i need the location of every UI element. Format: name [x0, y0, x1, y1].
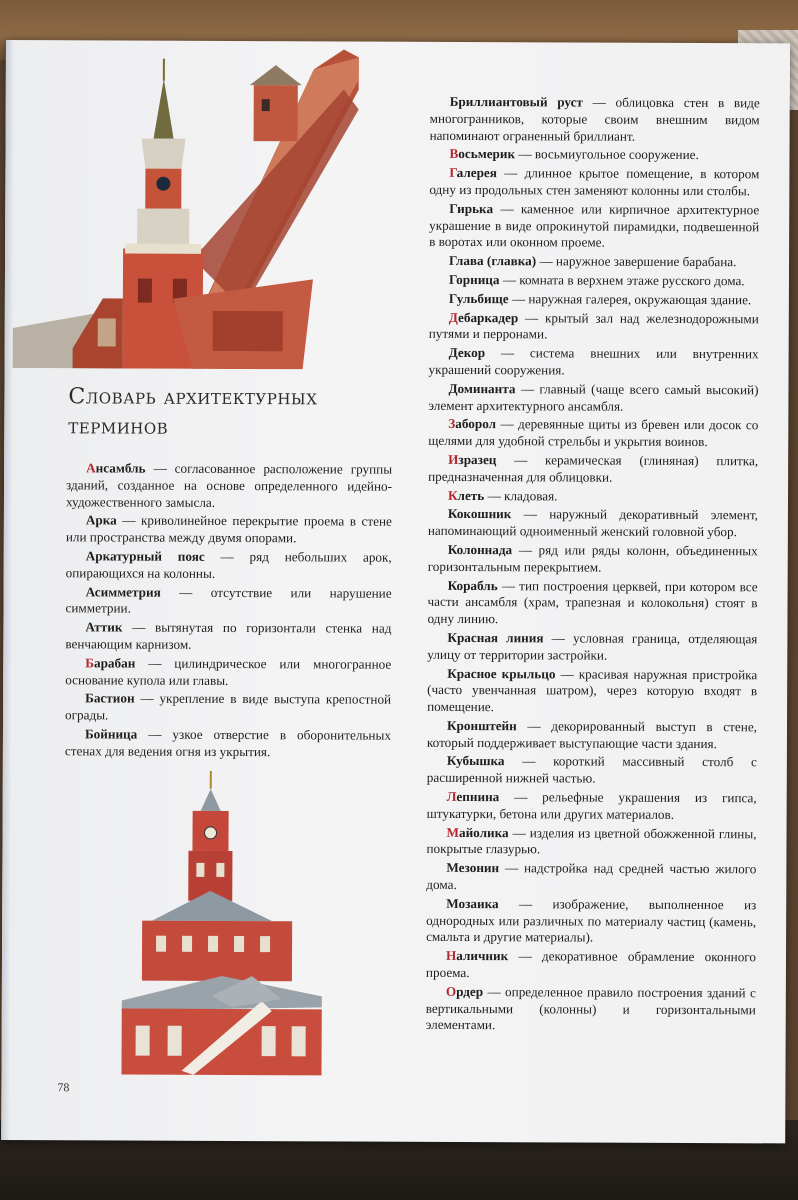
- page-number: 78: [57, 1080, 70, 1095]
- term-text: аборол: [455, 416, 497, 432]
- glossary-term: [86, 513, 117, 528]
- glossary-entry: [426, 948, 756, 983]
- term-text: Аркатурный пояс: [85, 548, 205, 564]
- glossary-entry: [428, 487, 758, 505]
- term-initial-letter: З: [448, 416, 456, 432]
- term-text: Гирька: [449, 200, 494, 216]
- term-text: Мозаика: [446, 895, 499, 912]
- term-text: Глава (главка): [449, 253, 537, 269]
- glossary-entry: [428, 416, 758, 451]
- glossary-term: [446, 896, 498, 911]
- glossary-term: [449, 146, 515, 161]
- glossary-term: [449, 291, 509, 306]
- glossary-term: [447, 789, 500, 804]
- glossary-definition: — тип построения церквей, при котором все части ансамбля (храм, трапезная и колокольня) стоят в одну линию.: [427, 577, 758, 627]
- glossary-term: [447, 665, 555, 680]
- term-text: Асимметрия: [85, 583, 161, 600]
- glossary-term: [447, 753, 505, 768]
- glossary-entry: [65, 619, 391, 654]
- glossary-entry: [429, 291, 759, 309]
- term-text: Красная линия: [447, 629, 544, 646]
- term-text: Мезонин: [446, 860, 500, 876]
- glossary-entry: [430, 94, 760, 146]
- term-text: аличник: [456, 948, 509, 964]
- spasskaya-tower-illustration: [13, 48, 359, 370]
- glossary-term: [448, 542, 512, 557]
- glossary-term: [85, 620, 122, 635]
- glossary-entry: [65, 655, 391, 690]
- glossary-term: [85, 726, 137, 741]
- glossary-definition: — наружный декоративный элемент, напоминающий одноименный женский головной убор.: [427, 506, 758, 540]
- glossary-term: [86, 460, 145, 475]
- glossary-definition: — изображение, выполненное из однородных или различных по материалу частиц (камень, смальта и другие материалы).: [426, 896, 757, 946]
- glossary-definition: — керамическая (глиняная) плитка, предназначенная для облицовки.: [428, 452, 759, 485]
- term-initial-letter: Г: [449, 165, 457, 181]
- glossary-term: [449, 272, 500, 287]
- glossary-entry: [65, 726, 391, 761]
- term-text: алерея: [456, 165, 497, 181]
- glossary-term: [446, 984, 483, 999]
- glossary-entry: [426, 860, 756, 895]
- glossary-entry: [426, 896, 756, 948]
- glossary-term: [449, 345, 486, 360]
- glossary-definition: — главный (чаще всего самый высокий) элемент архитектурного ансамбля.: [428, 380, 759, 414]
- glossary-term: [85, 655, 135, 670]
- term-text: Бастион: [85, 690, 135, 706]
- book-page: [1, 40, 790, 1143]
- glossary-term: [448, 487, 484, 502]
- glossary-definition: — комната в верхнем этаже русского дома.: [499, 272, 745, 289]
- term-initial-letter: О: [445, 983, 457, 999]
- glossary-definition: — отсутствие или нарушение симметрии.: [65, 584, 392, 616]
- term-text: Колоннада: [447, 541, 513, 558]
- glossary-term: [446, 860, 499, 875]
- term-text: айолика: [458, 824, 509, 840]
- glossary-entry: [66, 460, 392, 512]
- glossary-definition: — узкое отверстие в оборонительных стенах для ведения огня из укрытия.: [64, 726, 392, 759]
- glossary-entry: [426, 984, 756, 1036]
- glossary-term: [448, 452, 496, 467]
- term-text: арабан: [93, 655, 136, 671]
- glossary-definition: — наружная галерея, окружающая здание.: [508, 290, 752, 308]
- glossary-entry: [428, 452, 758, 487]
- glossary-entry: [429, 146, 759, 164]
- term-text: Горница: [448, 271, 500, 288]
- term-text: нсамбль: [95, 460, 146, 476]
- glossary-term: [448, 416, 496, 431]
- term-text: зразец: [458, 451, 497, 468]
- term-text: Красное крыльцо: [447, 665, 556, 681]
- glossary-definition: — вытянутая по горизонтали стенка над венчающим карнизом.: [65, 619, 392, 652]
- glossary-entry: [427, 718, 757, 753]
- glossary-definition: — декорированный выступ в стене, который поддерживает выступающие части здания.: [426, 718, 758, 751]
- glossary-definition: — определенное правило построения зданий с вертикальными (колонны) и горизонтальными элементами.: [425, 983, 756, 1033]
- glossary-definition: — крытый зал над железнодорожными путями и перронами.: [428, 309, 759, 342]
- glossary-entry: [66, 513, 392, 548]
- glossary-term: [448, 577, 498, 592]
- glossary-definition: — цилиндрическое или многогранное основание купола или главы.: [65, 655, 392, 688]
- glossary-definition: — длинное крытое помещение, в котором одну из продольных стен заменяют колонны или столбы.: [429, 165, 760, 199]
- glossary-definition: — каменное или кирпичное архитектурное украшение в виде опрокинутой пирамидки, подвешенной в воротах или оконном проеме.: [429, 200, 760, 250]
- glossary-entry: [429, 253, 759, 271]
- glossary-entry: [429, 345, 759, 380]
- glossary-entry: [429, 165, 759, 200]
- term-initial-letter: М: [446, 824, 460, 840]
- term-text: леть: [457, 487, 485, 503]
- glossary-entry: [427, 577, 757, 629]
- glossary-term: [86, 548, 205, 564]
- term-text: Кронштейн: [446, 717, 517, 734]
- term-initial-letter: Л: [446, 789, 457, 805]
- glossary-definition: — система внешних или внутренних украшений сооружения.: [428, 345, 759, 378]
- glossary-entry: [65, 584, 391, 619]
- glossary-column-left: [65, 460, 392, 763]
- glossary-term: [449, 201, 493, 216]
- glossary-entry: [427, 630, 757, 665]
- glossary-definition: — ряд небольших арок, опирающихся на колонны.: [65, 548, 392, 581]
- term-text: Декор: [448, 345, 486, 361]
- glossary-entry: [428, 542, 758, 577]
- term-text: осьмерик: [458, 146, 516, 162]
- term-text: Кокошник: [447, 506, 512, 522]
- glossary-definition: — наружное завершение барабана.: [536, 253, 737, 270]
- term-text: Аттик: [85, 619, 123, 635]
- glossary-definition: — надстройка над средней частью жилого дома.: [426, 860, 757, 893]
- glossary-definition: — восьмиугольное сооружение.: [515, 146, 699, 163]
- term-text: Корабль: [447, 577, 498, 593]
- glossary-entry: [429, 309, 759, 344]
- page-binding-edge: [1, 40, 14, 1140]
- glossary-definition: — рельефные украшения из гипса, штукатурки, бетона или других материалов.: [426, 789, 757, 822]
- glossary-definition: — согласованное расположение группы зданий, созданное на основе определенного идейно-художественного замысла.: [65, 460, 393, 510]
- term-text: Гульбище: [448, 290, 509, 306]
- glossary-entry: [428, 381, 758, 416]
- term-initial-letter: Б: [85, 655, 95, 671]
- term-text: Кубышка: [446, 753, 505, 769]
- glossary-entry: [429, 272, 759, 290]
- glossary-term: [447, 718, 517, 733]
- term-text: Бриллиантовый руст: [449, 93, 583, 110]
- glossary-definition: — облицовка стен в виде многогранников, которые своим внешним видом напоминают ограненный бриллиант.: [429, 94, 760, 144]
- term-text: рдер: [456, 983, 484, 999]
- page-title: Словарь архитектурных терминов: [68, 384, 318, 440]
- glossary-term: [446, 948, 508, 963]
- glossary-definition: — декоративное обрамление оконного проема.: [425, 948, 757, 981]
- term-text: епнина: [456, 789, 500, 805]
- term-initial-letter: В: [449, 146, 459, 162]
- term-initial-letter: К: [447, 487, 458, 503]
- term-initial-letter: И: [448, 451, 459, 467]
- glossary-entry: [65, 691, 391, 726]
- glossary-definition: — условная граница, отделяющая улицу от территории застройки.: [427, 630, 758, 663]
- term-initial-letter: Д: [448, 309, 459, 325]
- glossary-term: [449, 253, 536, 268]
- glossary-definition: — криволинейное перекрытие проема в стене или пространства между двумя опорами.: [65, 512, 392, 546]
- glossary-term: [86, 584, 161, 599]
- glossary-definition: — короткий массивный столб с расширенной нижней частью.: [426, 753, 757, 786]
- term-text: Доминанта: [448, 380, 516, 396]
- glossary-definition: — кладовая.: [484, 487, 558, 503]
- glossary-term: [449, 309, 519, 324]
- glossary-definition: — деревянные щиты из бревен или досок со щелями для удобной стрельбы и укрытия воинов.: [428, 416, 759, 450]
- term-initial-letter: Н: [445, 948, 457, 964]
- glossary-entry: [428, 506, 758, 541]
- church-illustration: [111, 770, 332, 1081]
- term-text: ебаркадер: [457, 309, 519, 325]
- glossary-term: [450, 94, 583, 110]
- glossary-definition: — красивая наружная пристройка (часто увенчанная шатром), через которую входят в помещение.: [427, 665, 758, 715]
- glossary-term: [447, 630, 543, 645]
- glossary-definition: — укрепление в виде выступа крепостной ограды.: [65, 690, 392, 723]
- glossary-entry: [427, 753, 757, 788]
- glossary-column-right: [426, 94, 760, 1038]
- term-initial-letter: А: [86, 460, 96, 476]
- glossary-entry: [426, 825, 756, 860]
- glossary-term: [447, 825, 509, 840]
- glossary-entry: [427, 665, 757, 717]
- glossary-entry: [429, 201, 759, 253]
- glossary-definition: — ряд или ряды колонн, объединенных горизонтальным перекрытием.: [427, 542, 758, 575]
- glossary-term: [448, 506, 512, 521]
- glossary-term: [85, 691, 135, 706]
- glossary-entry: [66, 548, 392, 583]
- glossary-definition: — изделия из цветной обожженной глины, покрытые глазурью.: [426, 824, 757, 857]
- term-text: Арка: [85, 512, 117, 528]
- glossary-term: [449, 165, 497, 180]
- glossary-entry: [427, 789, 757, 824]
- glossary-term: [448, 381, 515, 396]
- term-text: Бойница: [84, 726, 138, 742]
